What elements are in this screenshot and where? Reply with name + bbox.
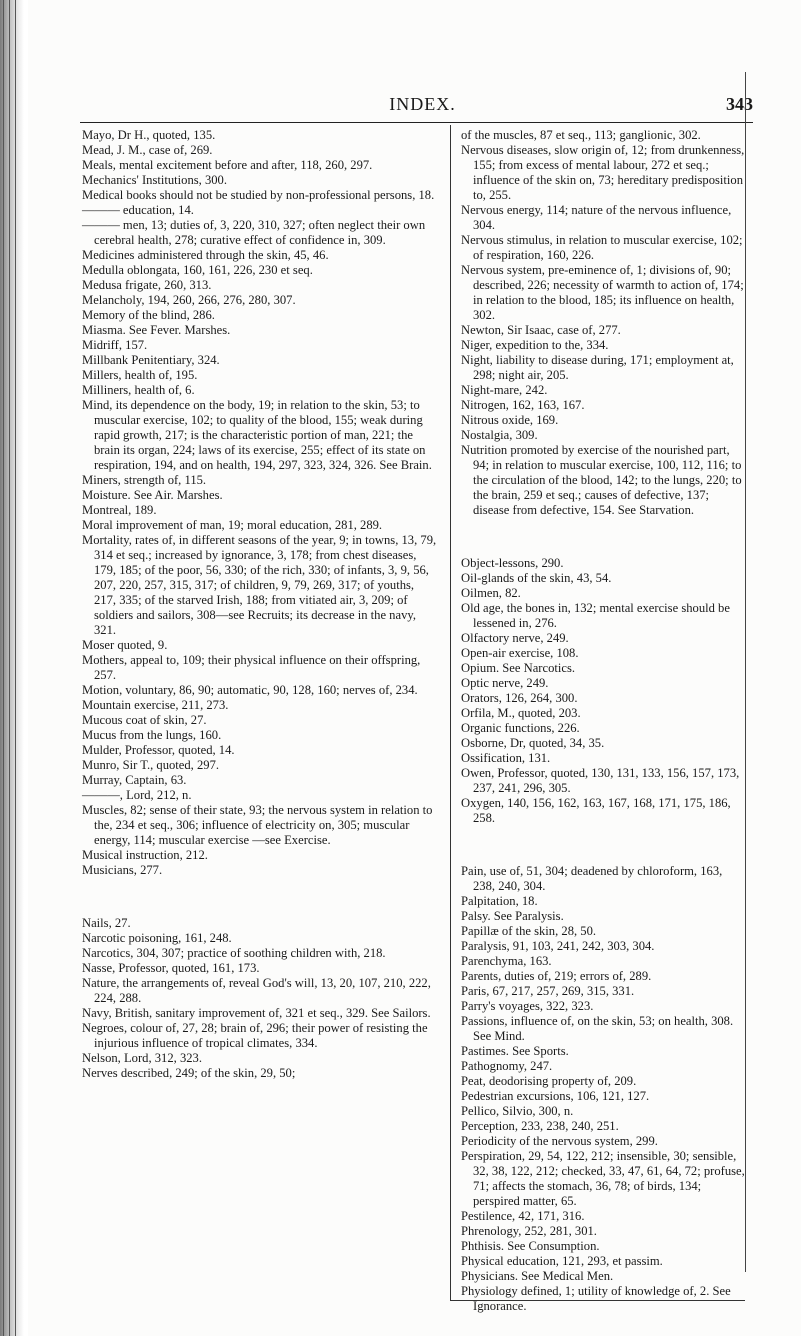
index-entry: Nature, the arrangements of, reveal God's will, 13, 20, 107, 210, 222, 224, 288.	[82, 976, 431, 1006]
index-entry: Moral improvement of man, 19; moral education, 281, 289.	[82, 518, 383, 532]
index-entry: Navy, British, sanitary improvement of, 321 et seq., 329. See Sailors.	[82, 1006, 431, 1021]
index-entry: Memory of the blind, 286.	[82, 308, 215, 322]
index-entry: ——— education, 14.	[82, 203, 194, 217]
index-entry: Medusa frigate, 260, 313.	[82, 278, 212, 292]
spine-line	[15, 0, 16, 1336]
index-entry: Nervous stimulus, in relation to muscular exercise, 102; of respiration, 160, 226.	[461, 233, 743, 262]
index-entry: Passions, influence of, on the skin, 53; on health, 308. See Mind.	[461, 1014, 734, 1044]
index-entry: Peat, deodorising property of, 209.	[461, 1074, 637, 1089]
index-entry: Opium. See Narcotics.	[461, 661, 576, 676]
index-entry: Oxygen, 140, 156, 162, 163, 167, 168, 171, 175, 186, 258.	[461, 796, 731, 826]
index-entry: Olfactory nerve, 249.	[461, 631, 569, 646]
index-entry: Physicians. See Medical Men.	[461, 1269, 614, 1284]
index-entry: Nitrous oxide, 169.	[461, 413, 559, 427]
index-entry: Niger, expedition to the, 334.	[461, 338, 609, 352]
index-entry: Nelson, Lord, 312, 323.	[82, 1051, 202, 1066]
index-entry: Newton, Sir Isaac, case of, 277.	[461, 323, 621, 337]
index-entry: Pellico, Silvio, 300, n.	[461, 1104, 574, 1119]
index-entry: Narcotics, 304, 307; practice of soothing children with, 218.	[82, 946, 386, 961]
index-entry: Phthisis. See Consumption.	[461, 1239, 600, 1254]
index-entry: Papillæ of the skin, 28, 50.	[461, 924, 597, 939]
index-entry: Motion, voluntary, 86, 90; automatic, 90, 128, 160; nerves of, 234.	[82, 683, 418, 697]
index-entry: Oilmen, 82.	[461, 586, 521, 601]
index-entry: Narcotic poisoning, 161, 248.	[82, 931, 232, 946]
index-entry: Owen, Professor, quoted, 130, 131, 133, 156, 157, 173, 237, 241, 296, 305.	[461, 766, 740, 796]
index-entry: Pedestrian excursions, 106, 121, 127.	[461, 1089, 650, 1104]
index-entry: ———, Lord, 212, n.	[82, 788, 192, 802]
index-entry: Paris, 67, 217, 257, 269, 315, 331.	[461, 984, 635, 999]
index-entry: Nervous system, pre-eminence of, 1; divisions of, 90; described, 226; necessity of warmth to action of, 174; in relation to the blood, 185; its influence on health, 302.	[461, 263, 744, 322]
index-entry: Muscles, 82; sense of their state, 93; the nervous system in relation to the, 234 et seq., 306; influence of electricity on, 305; muscular energy, 114; muscular exercise —see Exercise.	[82, 803, 433, 847]
index-entry: ——— men, 13; duties of, 3, 220, 310, 327; often neglect their own cerebral health, 278; curative effect of confidence in, 309.	[82, 218, 426, 247]
index-entry: Phrenology, 252, 281, 301.	[461, 1224, 597, 1239]
index-entry: Orators, 126, 264, 300.	[461, 691, 578, 706]
index-entry: Mountain exercise, 211, 273.	[82, 698, 229, 712]
index-column-right	[461, 128, 745, 1314]
index-entry: Millbank Penitentiary, 324.	[82, 353, 220, 367]
index-entry: Mucus from the lungs, 160.	[82, 728, 222, 742]
index-entry: Mechanics' Institutions, 300.	[82, 173, 227, 187]
frame-rule	[745, 72, 746, 1272]
index-entry: Moisture. See Air. Marshes.	[82, 488, 223, 502]
index-entry: Montreal, 189.	[82, 503, 157, 517]
index-entry: Periodicity of the nervous system, 299.	[461, 1134, 658, 1149]
index-entry: Nails, 27.	[82, 916, 131, 931]
index-entry: Object-lessons, 290.	[461, 556, 564, 571]
index-entry: Meals, mental excitement before and after, 118, 260, 297.	[82, 158, 373, 172]
index-entry: Pestilence, 42, 171, 316.	[461, 1209, 585, 1224]
section-gap	[461, 531, 745, 544]
index-entry: Parry's voyages, 322, 323.	[461, 999, 594, 1014]
index-entry: Nitrogen, 162, 163, 167.	[461, 398, 585, 412]
index-entry: Pastimes. See Sports.	[461, 1044, 569, 1059]
index-entry: Parenchyma, 163.	[461, 954, 552, 969]
index-entry: Medicines administered through the skin, 45, 46.	[82, 248, 329, 262]
column-divider	[450, 125, 451, 1300]
index-entry: Perspiration, 29, 54, 122, 212; insensible, 30; sensible, 32, 38, 122, 212; checked, 33, 47, 61, 64, 72; profuse, 71; affects the stomach, 36, 78; of birds, 134; perspired matter, 65.	[461, 1149, 745, 1209]
index-entry: Mortality, rates of, in different seasons of the year, 9; in towns, 13, 79, 314 et seq.; increased by ignorance, 3, 178; from chest diseases, 179, 185; of the poor, 56, 330; of the rich, 330; of infants, 3, 9, 56, 207, 220, 257, 315, 317; of children, 9, 79, 269, 317; of youths, 217, 335; of the starved Irish, 188; from vitiated air, 3, 209; of soldiers and sailors, 308—see Recruits; its decrease in the navy, 321.	[82, 533, 437, 637]
index-entry: Parents, duties of, 219; errors of, 289.	[461, 969, 652, 984]
index-entry: Ossification, 131.	[461, 751, 551, 766]
index-entry: Nervous diseases, slow origin of, 12; from drunkenness, 155; from excess of mental labour, 272 et seq.; influence of the skin on, 73; hereditary predisposition to, 255.	[461, 143, 745, 202]
index-entry: Physical education, 121, 293, et passim.	[461, 1254, 663, 1269]
spine-line	[3, 0, 4, 1336]
index-entry: Orfila, M., quoted, 203.	[461, 706, 581, 721]
index-entry: Medical books should not be studied by non-professional persons, 18.	[82, 188, 435, 202]
index-entry: Palsy. See Paralysis.	[461, 909, 564, 924]
index-entry: Open-air exercise, 108.	[461, 646, 579, 661]
index-entry: Optic nerve, 249.	[461, 676, 549, 691]
index-entry: Nerves described, 249; of the skin, 29, 50;	[82, 1066, 296, 1081]
index-entry: Pain, use of, 51, 304; deadened by chloroform, 163, 238, 240, 304.	[461, 864, 723, 894]
index-entry: Medulla oblongata, 160, 161, 226, 230 et seq.	[82, 263, 313, 277]
index-entry: Nervous energy, 114; nature of the nervous influence, 304.	[461, 203, 732, 232]
index-entry: Oil-glands of the skin, 43, 54.	[461, 571, 612, 586]
index-entry: Munro, Sir T., quoted, 297.	[82, 758, 220, 772]
index-entry: Nostalgia, 309.	[461, 428, 538, 442]
index-column-left	[82, 128, 437, 1081]
index-entry: Nutrition promoted by exercise of the nourished part, 94; in relation to muscular exercise, 100, 112, 116; to the circulation of the blood, 142; to the lungs, 220; to the brain, 259 et seq.; causes of defective, 137; disease from defective, 154. See Starvation.	[461, 443, 742, 517]
index-entry: Mulder, Professor, quoted, 14.	[82, 743, 235, 757]
section-gap	[82, 891, 437, 904]
header-rule	[80, 122, 753, 123]
index-entry: Miasma. See Fever. Marshes.	[82, 323, 231, 337]
index-entry: Mothers, appeal to, 109; their physical influence on their offspring, 257.	[82, 653, 421, 682]
page-number: 343	[726, 94, 753, 114]
index-entry: Mead, J. M., case of, 269.	[82, 143, 213, 157]
index-entry: Melancholy, 194, 260, 266, 276, 280, 307.	[82, 293, 296, 307]
index-entry: of the muscles, 87 et seq., 113; ganglionic, 302.	[461, 128, 701, 142]
index-entry: Mayo, Dr H., quoted, 135.	[82, 128, 216, 142]
index-entry: Milliners, health of, 6.	[82, 383, 195, 397]
index-entry: Mucous coat of skin, 27.	[82, 713, 207, 727]
index-entry: Moser quoted, 9.	[82, 638, 168, 652]
index-entry: Nasse, Professor, quoted, 161, 173.	[82, 961, 260, 976]
index-entry: Perception, 233, 238, 240, 251.	[461, 1119, 619, 1134]
index-entry: Physiology defined, 1; utility of knowledge of, 2. See Ignorance.	[461, 1284, 731, 1314]
index-entry: Murray, Captain, 63.	[82, 773, 187, 787]
index-entry: Musicians, 277.	[82, 863, 163, 877]
index-entry: Mind, its dependence on the body, 19; in relation to the skin, 53; to muscular exercise, 102; to quality of the blood, 155; weak during rapid growth, 217; is the characteristic portion of man, 221; the brain its organ, 224; laws of its exercise, 255; effect of its state on respiration, 194, and on health, 194, 297, 323, 324, 326. See Brain.	[82, 398, 432, 472]
index-entry: Negroes, colour of, 27, 28; brain of, 296; their power of resisting the injurious influence of tropical climates, 334.	[82, 1021, 428, 1051]
index-entry: Pathognomy, 247.	[461, 1059, 553, 1074]
index-entry: Millers, health of, 195.	[82, 368, 198, 382]
index-entry: Old age, the bones in, 132; mental exercise should be lessened in, 276.	[461, 601, 730, 631]
index-entry: Night, liability to disease during, 171; employment at, 298; night air, 205.	[461, 353, 734, 382]
index-entry: Organic functions, 226.	[461, 721, 580, 736]
index-entry: Night-mare, 242.	[461, 383, 548, 397]
spine-line	[9, 0, 10, 1336]
index-entry: Midriff, 157.	[82, 338, 148, 352]
index-entry: Musical instruction, 212.	[82, 848, 208, 862]
index-entry: Paralysis, 91, 103, 241, 242, 303, 304.	[461, 939, 655, 954]
index-entry: Palpitation, 18.	[461, 894, 538, 909]
page-header	[92, 88, 753, 118]
index-entry: Miners, strength of, 115.	[82, 473, 207, 487]
index-entry: Osborne, Dr, quoted, 34, 35.	[461, 736, 605, 751]
section-gap	[461, 839, 745, 852]
running-title: INDEX.	[389, 94, 456, 114]
